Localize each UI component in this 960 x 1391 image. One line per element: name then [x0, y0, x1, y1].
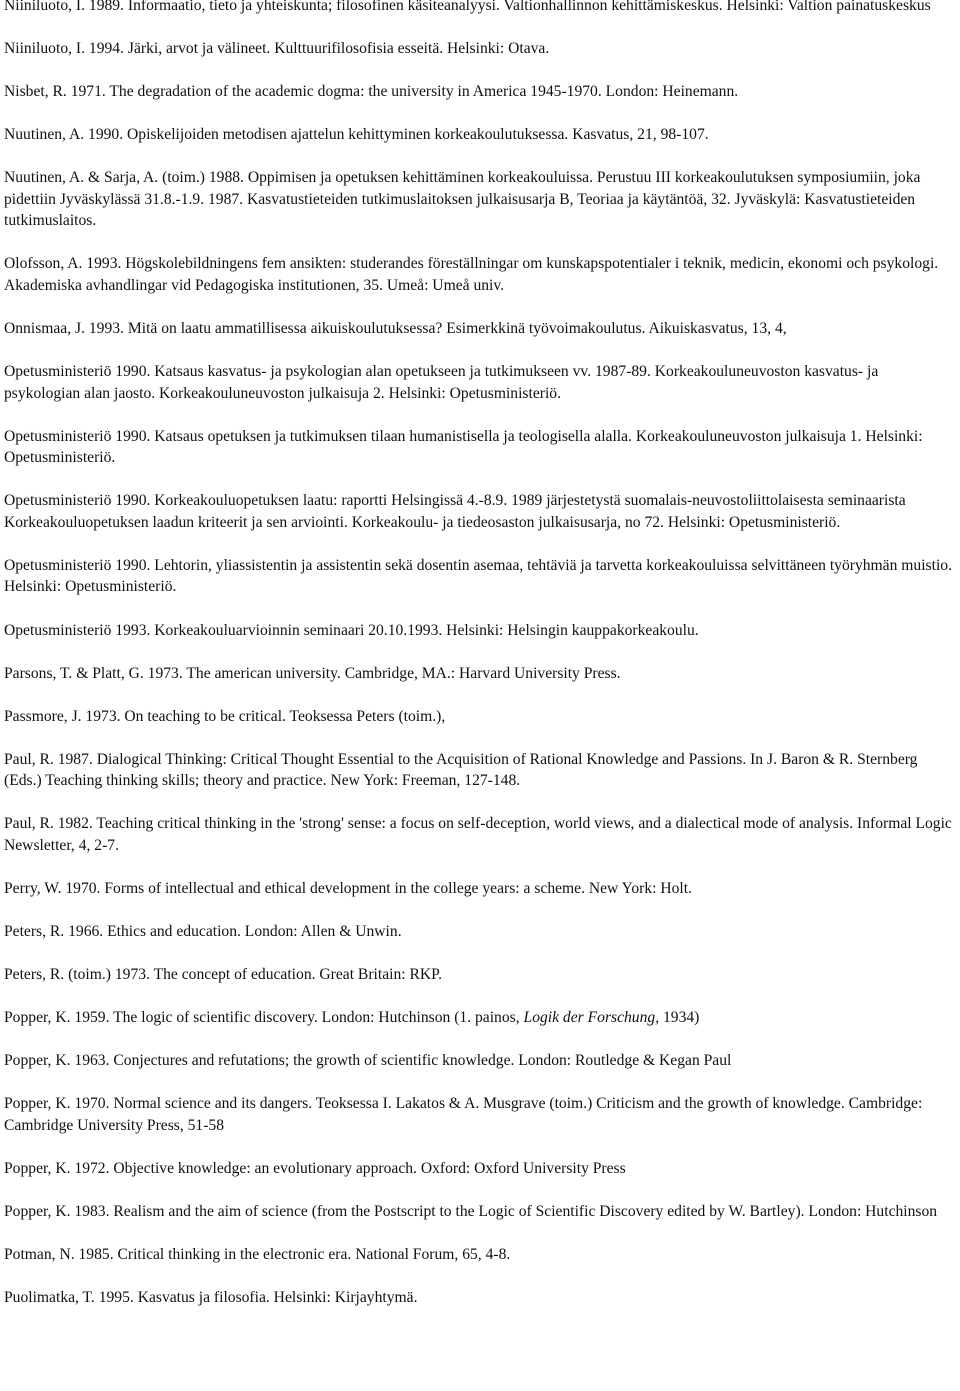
italic-title: Logik der Forschung — [523, 1009, 656, 1027]
reference-list — [4, 0, 956, 1330]
reference-entry: Olofsson, A. 1993. Högskolebildningens fem ansikten: studerandes föreställningar om kunskapspotentialer i teknik, medicin, ekonomi och psykologi. Akademiska avhandlingar vid Pedagogiska institutionen, 35. Umeå: Umeå univ. — [4, 255, 939, 294]
reference-entry: Opetusministeriö 1990. Katsaus opetuksen ja tutkimuksen tilaan humanistisella ja teologisella alalla. Korkeakouluneuvoston julkaisuja 1. Helsinki: Opetusministeriö. — [4, 427, 923, 467]
reference-text: , 1934) — [655, 1009, 700, 1027]
reference-entry: Nuutinen, A. 1990. Opiskelijoiden metodisen ajattelun kehittyminen korkeakoulutuksessa. Kasvatus, 21, 98-107. — [4, 126, 709, 144]
reference-text: Popper, K. 1959. The logic of scientific discovery. London: Hutchinson (1. painos, — [4, 1009, 524, 1027]
reference-entry: Paul, R. 1982. Teaching critical thinking in the 'strong' sense: a focus on self-deception, world views, and a dialectical mode of analysis. Informal Logic Newsletter, 4, 2-7. — [4, 815, 952, 854]
reference-entry: Opetusministeriö 1990. Lehtorin, yliassistentin ja assistentin sekä dosentin asemaa, tehtäviä ja tarvetta korkeakouluissa selvittäneen työryhmän muistio. Helsinki: Opetusministeriö. — [4, 556, 952, 596]
reference-entry: Perry, W. 1970. Forms of intellectual and ethical development in the college years: a scheme. New York: Holt. — [4, 880, 692, 897]
reference-entry: Potman, N. 1985. Critical thinking in the electronic era. National Forum, 65, 4-8. — [4, 1246, 511, 1264]
reference-entry: Puolimatka, T. 1995. Kasvatus ja filosofia. Helsinki: Kirjayhtymä. — [4, 1289, 418, 1307]
reference-entry: Niiniluoto, I. 1994. Järki, arvot ja välineet. Kulttuurifilosofisia esseitä. Helsinki: Otava. — [4, 40, 550, 58]
reference-entry: Nuutinen, A. & Sarja, A. (toim.) 1988. Oppimisen ja opetuksen kehittäminen korkeakouluissa. Perustuu III korkeakoulutuksen symposiumiin, joka pidettiin Jyväskylässä 31.8.-1.9. 1987. Kasvatustieteiden tutkimuslaitoksen julkaisusarja B, Teoriaa ja käytäntöä, 32. Jyväskylä: Kasvatustieteiden tutkimuslaitos. — [4, 169, 921, 230]
reference-entry: Opetusministeriö 1990. Katsaus kasvatus- ja psykologian alan opetukseen ja tutkimukseen vv. 1987-89. Korkeakouluneuvoston kasvatus- ja psykologian alan jaosto. Korkeakouluneuvoston julkaisuja 2. Helsinki: Opetusministeriö. — [4, 363, 879, 402]
reference-entry: Passmore, J. 1973. On teaching to be critical. Teoksessa Peters (toim.), — [4, 707, 446, 725]
reference-entry: Popper, K. 1963. Conjectures and refutations; the growth of scientific knowledge. London: Routledge & Kegan Paul — [4, 1052, 732, 1070]
reference-entry: Popper, K. 1970. Normal science and its dangers. Teoksessa I. Lakatos & A. Musgrave (toim.) Criticism and the growth of knowledge. Cambridge: Cambridge University Press, 51-58 — [4, 1095, 923, 1134]
reference-entry: Onnismaa, J. 1993. Mitä on laatu ammatillisessa aikuiskoulutuksessa? Esimerkkinä työvoimakoulutus. Aikuiskasvatus, 13, 4, — [4, 320, 787, 338]
reference-entry: Peters, R. 1966. Ethics and education. London: Allen & Unwin. — [4, 923, 402, 941]
reference-entry: Nisbet, R. 1971. The degradation of the academic dogma: the university in America 1945-1970. London: Heinemann. — [4, 83, 739, 101]
reference-entry: Parsons, T. & Platt, G. 1973. The american university. Cambridge, MA.: Harvard University Press. — [4, 664, 621, 682]
reference-entry: Opetusministeriö 1993. Korkeakouluarvioinnin seminaari 20.10.1993. Helsinki: Helsingin kauppakorkeakoulu. — [4, 621, 699, 639]
reference-entry: Peters, R. (toim.) 1973. The concept of education. Great Britain: RKP. — [4, 966, 442, 984]
reference-entry: Popper, K. 1972. Objective knowledge: an evolutionary approach. Oxford: Oxford University Press — [4, 1160, 626, 1178]
reference-entry: Opetusministeriö 1990. Korkeakouluopetuksen laatu: raportti Helsingissä 4.-8.9. 1989 järjestetystä suomalais-neuvostoliittolaisesta seminaarista Korkeakouluopetuksen laadun kriteerit ja sen arviointi. Korkeakoulu- ja tiedeosaston julkaisusarja, no 72. Helsinki: Opetusministeriö. — [4, 492, 906, 531]
reference-entry: Paul, R. 1987. Dialogical Thinking: Critical Thought Essential to the Acquisition of Rational Knowledge and Passions. In J. Baron & R. Sternberg (Eds.) Teaching thinking skills; theory and practice. New York: Freeman, 127-148. — [4, 750, 918, 790]
reference-entry: Popper, K. 1983. Realism and the aim of science (from the Postscript to the Logic of Scientific Discovery edited by W. Bartley). London: Hutchinson — [4, 1203, 938, 1221]
reference-entry: Niiniluoto, I. 1989. Informaatio, tieto ja yhteiskunta; filosofinen käsiteanalyysi. Valtionhallinnon kehittämiskeskus. Helsinki: Valtion painatuskeskus — [4, 0, 931, 14]
reference-entry-with-italic — [4, 1007, 956, 1029]
